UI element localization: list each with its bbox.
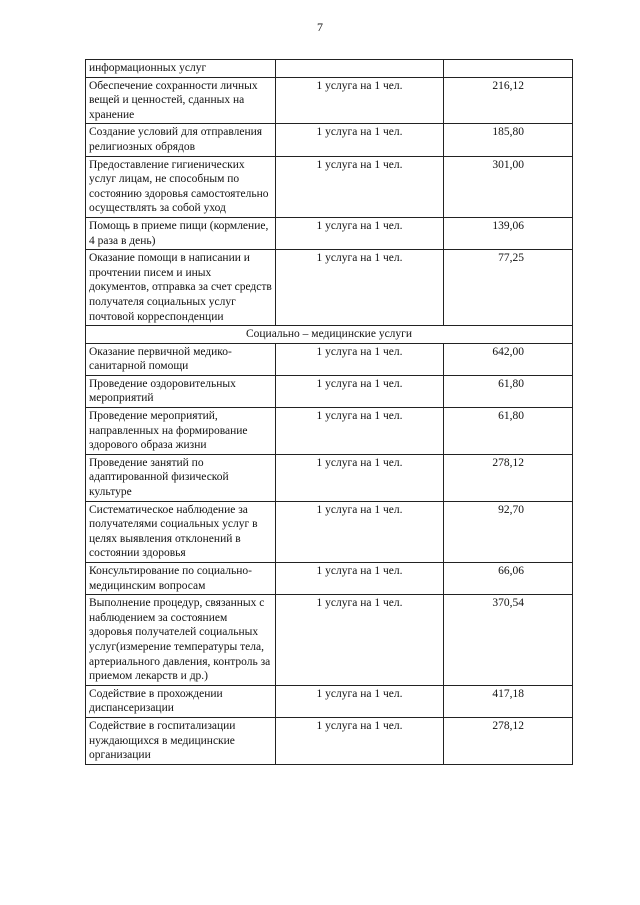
service-name-cell: Проведение оздоровительных мероприятий bbox=[86, 375, 276, 407]
table-row bbox=[86, 124, 573, 156]
table-row bbox=[86, 454, 573, 501]
unit-cell: 1 услуга на 1 чел. bbox=[276, 454, 444, 501]
table-row bbox=[86, 595, 573, 686]
price-cell: 642,00 bbox=[444, 343, 573, 375]
unit-cell: 1 услуга на 1 чел. bbox=[276, 375, 444, 407]
unit-cell: 1 услуга на 1 чел. bbox=[276, 595, 444, 686]
unit-cell: 1 услуга на 1 чел. bbox=[276, 77, 444, 124]
price-cell: 301,00 bbox=[444, 156, 573, 217]
service-name-cell: Содействие в госпитализации нуждающихся в медицинские организации bbox=[86, 717, 276, 764]
services-table-body bbox=[86, 60, 573, 765]
price-cell: 61,80 bbox=[444, 375, 573, 407]
table-row bbox=[86, 563, 573, 595]
section-header-row bbox=[86, 326, 573, 344]
price-cell: 278,12 bbox=[444, 717, 573, 764]
service-name-cell: Проведение занятий по адаптированной физической культуре bbox=[86, 454, 276, 501]
service-name-cell: информационных услуг bbox=[86, 60, 276, 78]
price-cell: 417,18 bbox=[444, 685, 573, 717]
unit-cell: 1 услуга на 1 чел. bbox=[276, 717, 444, 764]
unit-cell: 1 услуга на 1 чел. bbox=[276, 408, 444, 455]
table-row bbox=[86, 60, 573, 78]
table-row bbox=[86, 343, 573, 375]
service-name-cell: Оказание помощи в написании и прочтении писем и иных документов, отправка за счет средств получателя социальных услуг почтовой корреспонденции bbox=[86, 250, 276, 326]
service-name-cell: Предоставление гигиенических услуг лицам, не способным по состоянию здоровья самостоятельно осуществлять за собой уход bbox=[86, 156, 276, 217]
service-name-cell: Выполнение процедур, связанных с наблюдением за состоянием здоровья получателей социальных услуг(измерение температуры тела, артериального давления, контроль за приемом лекарств и др.) bbox=[86, 595, 276, 686]
table-row bbox=[86, 217, 573, 249]
unit-cell bbox=[276, 60, 444, 78]
service-name-cell: Систематическое наблюдение за получателями социальных услуг в целях выявления отклонений в состоянии здоровья bbox=[86, 501, 276, 562]
price-cell bbox=[444, 60, 573, 78]
price-cell: 216,12 bbox=[444, 77, 573, 124]
table-row bbox=[86, 685, 573, 717]
unit-cell: 1 услуга на 1 чел. bbox=[276, 343, 444, 375]
price-cell: 92,70 bbox=[444, 501, 573, 562]
price-cell: 61,80 bbox=[444, 408, 573, 455]
unit-cell: 1 услуга на 1 чел. bbox=[276, 217, 444, 249]
service-name-cell: Создание условий для отправления религиозных обрядов bbox=[86, 124, 276, 156]
unit-cell: 1 услуга на 1 чел. bbox=[276, 685, 444, 717]
table-row bbox=[86, 77, 573, 124]
table-row bbox=[86, 375, 573, 407]
price-cell: 278,12 bbox=[444, 454, 573, 501]
unit-cell: 1 услуга на 1 чел. bbox=[276, 563, 444, 595]
page-number: 7 bbox=[317, 20, 323, 34]
price-cell: 370,54 bbox=[444, 595, 573, 686]
unit-cell: 1 услуга на 1 чел. bbox=[276, 501, 444, 562]
services-price-table bbox=[85, 59, 573, 765]
table-row bbox=[86, 717, 573, 764]
service-name-cell: Консультирование по социально-медицинским вопросам bbox=[86, 563, 276, 595]
table-row bbox=[86, 250, 573, 326]
service-name-cell: Оказание первичной медико-санитарной помощи bbox=[86, 343, 276, 375]
unit-cell: 1 услуга на 1 чел. bbox=[276, 250, 444, 326]
table-row bbox=[86, 501, 573, 562]
price-cell: 77,25 bbox=[444, 250, 573, 326]
service-name-cell: Содействие в прохождении диспансеризации bbox=[86, 685, 276, 717]
price-cell: 139,06 bbox=[444, 217, 573, 249]
service-name-cell: Обеспечение сохранности личных вещей и ценностей, сданных на хранение bbox=[86, 77, 276, 124]
section-title: Социально – медицинские услуги bbox=[86, 326, 573, 344]
price-cell: 66,06 bbox=[444, 563, 573, 595]
unit-cell: 1 услуга на 1 чел. bbox=[276, 124, 444, 156]
service-name-cell: Помощь в приеме пищи (кормление, 4 раза в день) bbox=[86, 217, 276, 249]
service-name-cell: Проведение мероприятий, направленных на формирование здорового образа жизни bbox=[86, 408, 276, 455]
unit-cell: 1 услуга на 1 чел. bbox=[276, 156, 444, 217]
table-row bbox=[86, 156, 573, 217]
price-cell: 185,80 bbox=[444, 124, 573, 156]
table-row bbox=[86, 408, 573, 455]
